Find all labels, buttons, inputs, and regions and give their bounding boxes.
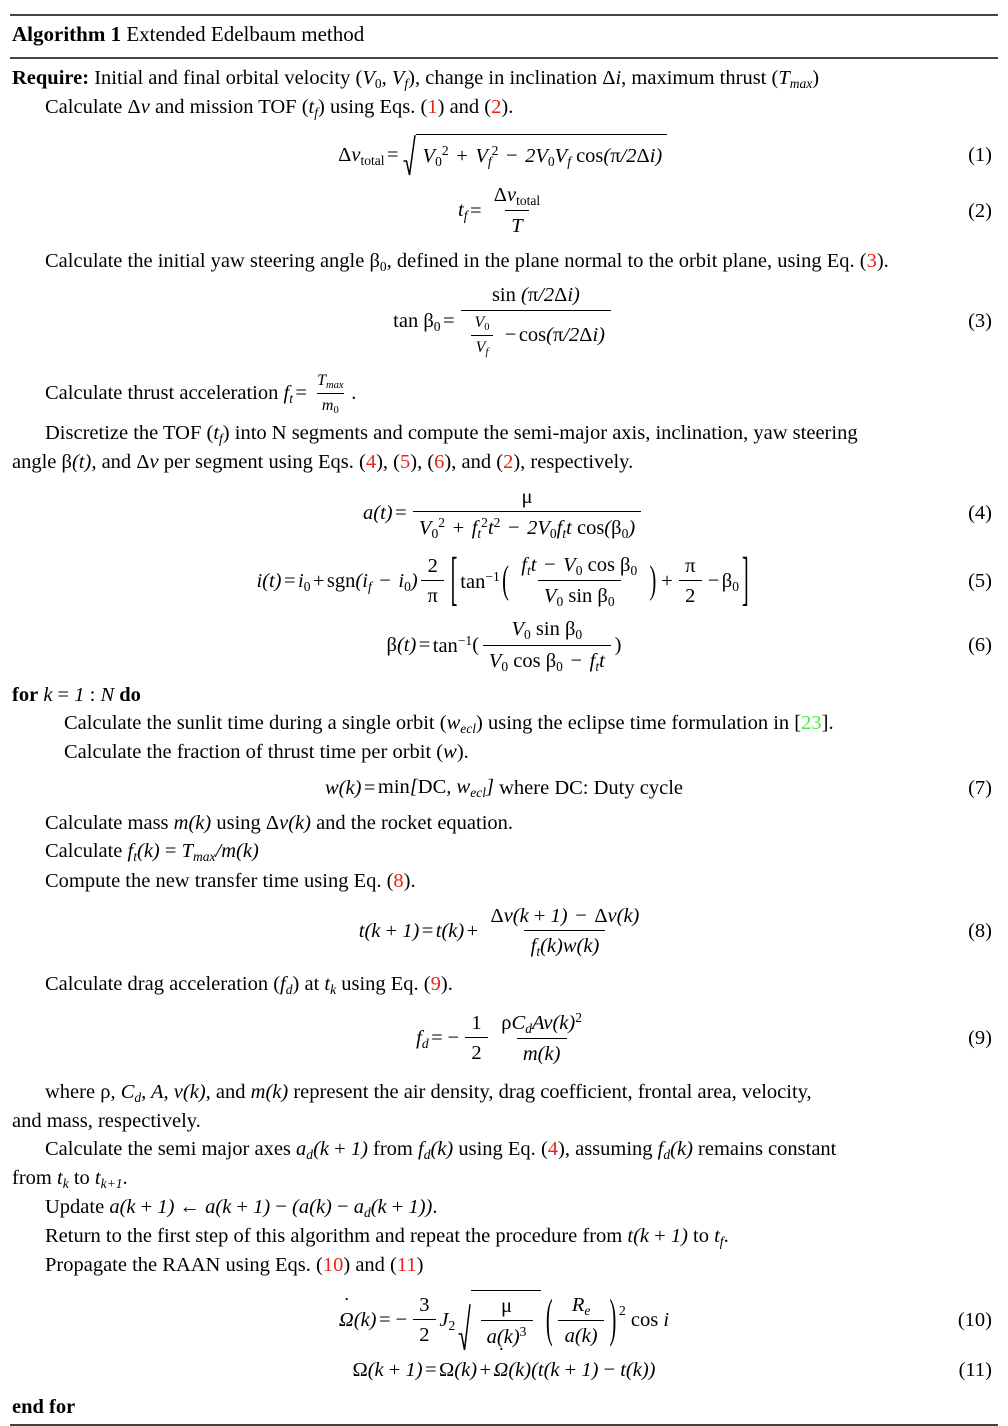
semimajor-text-d: , assuming — [564, 1137, 653, 1160]
yaw-text-b: , defined in the plane normal to the orbit plane, using Eq. — [386, 250, 855, 273]
discretize-text-f: respectively. — [530, 450, 634, 473]
equation-number-11: (11) — [958, 1359, 992, 1382]
step-discretize-cont: angle β(t), and Δv per segment using Eqs. (4), (5), (6), and (2), respectively. — [12, 450, 634, 473]
fraction-text-a: Calculate the fraction of thrust time per orbit ( — [64, 740, 444, 763]
discretize-text-c: angle — [12, 450, 57, 473]
where-text-a: where — [45, 1080, 96, 1103]
duty-cycle-label: Duty cycle — [593, 776, 683, 799]
equation-number-8: (8) — [968, 920, 992, 943]
step-update: Update a(k + 1) ← $a(k + 1) - (a(k) - a_d(k + 1))$. — [45, 1196, 438, 1220]
step-calc-semimajor-cont: from $t_k$ to $t_{k+1}$. — [12, 1167, 128, 1191]
mass-text-a: Calculate mass — [45, 812, 169, 835]
eq-ref-11[interactable]: 11 — [396, 1254, 417, 1277]
discretize-text-b: ) into N segments and compute the semi-major axis, inclination, yaw steering — [222, 421, 858, 444]
eq-ref-9[interactable]: 9 — [430, 973, 441, 996]
eq-ref-5[interactable]: 5 — [400, 450, 411, 473]
semimajor-text-g: to — [73, 1167, 90, 1190]
compute-text-a: Compute the new transfer time using Eq. — [45, 869, 382, 892]
thrust-accel-text: Calculate thrust acceleration — [45, 381, 279, 404]
equation-number-10: (10) — [957, 1309, 992, 1332]
require-keyword: Require: — [12, 66, 90, 89]
end-for-line — [10, 1393, 998, 1421]
equation-number-9: (9) — [968, 1027, 992, 1050]
semimajor-text-b: from — [373, 1137, 413, 1160]
step-return: Return to the first step of this algorithm and repeat the procedure from t(k + 1) to $t_f$. — [45, 1225, 729, 1249]
citation-23[interactable]: 23 — [801, 711, 822, 734]
step-calc-ft: Calculate $f_t(k) = T_{max}/m(k)$ — [45, 840, 259, 865]
step-calc-thrust-accel: Calculate thrust acceleration $f_t$ = $\frac{T_{max}}{m_0}$ . — [45, 371, 357, 417]
eq-ref-10[interactable]: 10 — [322, 1254, 344, 1277]
equation-4: a(t) = $\frac{\mu}{V_0^2 + f_t^2t^2 - 2V_0f_tt \cos(\beta_0)}$ (4) — [363, 485, 992, 541]
where-text-d: and mass, respectively. — [12, 1109, 201, 1132]
step-where-params: where ρ, $C_d$, A, v(k), and m(k) represent the air density, drag coefficient, frontal area, velocity, — [45, 1080, 812, 1105]
calculate-word: Calculate — [45, 95, 123, 118]
semimajor-text-e: remains constant — [698, 1137, 837, 1160]
yaw-text-a: Calculate the initial yaw steering angle — [45, 250, 365, 273]
equation-number-3: (3) — [968, 309, 992, 332]
and-word-2: and — [461, 450, 492, 473]
eq-ref-8[interactable]: 8 — [393, 869, 404, 892]
where-text-c: represent the air density, drag coefficient, frontal area, velocity, — [293, 1080, 812, 1103]
step-propagate-raan: Propagate the RAAN using Eqs. (10) and (11) — [45, 1254, 424, 1277]
eq-ref-6[interactable]: 6 — [434, 450, 445, 473]
where-text-b: and — [215, 1080, 246, 1103]
equation-1: $\Delta v_{total}$ = $V_0^2 + V_f^2 - 2V_0V_f$ cos(π/2Δi) (1) — [10, 134, 998, 176]
require-text-c: , maximum thrust ( — [621, 66, 779, 89]
equation-6: β(t) = $\tan^{-1}$ ( $\frac{V_0 \sin \beta_0}{V_0 \cos \beta_0 - f_tt}$ ) (6) — [386, 618, 992, 674]
and-word-3: and — [355, 1254, 385, 1277]
propagate-text-a: Propagate the RAAN using Eqs. — [45, 1254, 311, 1277]
calculate-word-2: Calculate — [45, 840, 123, 863]
step-where-params-cont — [10, 1107, 998, 1135]
semimajor-text-a: Calculate the semi major axes — [45, 1137, 291, 1160]
equation-9: $f_d$ = − $\frac{1}{2}$ $\frac{\rho C_dAv(k)^2}{m(k)}$ (9) — [10, 1009, 998, 1067]
mass-text-c: and the rocket equation. — [316, 812, 514, 835]
discretize-text-d: , and — [91, 450, 132, 473]
equation-5: i(t) = $i_0$ + $sgn(i_f - i_0)$ $\frac{2}{\pi}$ [ $\tan^{-1}$ ( $\frac{f_tt - V_0 \cos \beta_0}{V_0 \sin \beta_0}$ ) + $\frac{\pi}{2}$ − $\beta_0$ ] (5) — [256, 549, 992, 613]
sunlit-text-b: ) using the eclipse time formulation in [ — [476, 711, 802, 734]
step-calc-dv-tof: Calculate Δv and mission TOF $(t_f)$ using Eqs. (1) and (2). — [45, 95, 514, 120]
mass-text-b: using — [216, 812, 261, 835]
step-calc-drag: Calculate drag acceleration $(f_d)$ at $t_k$ using Eq. (9). — [45, 973, 453, 997]
and-mission-tof: and mission TOF ( — [154, 95, 309, 118]
where-word: where — [499, 776, 550, 799]
return-text-b: to — [693, 1225, 709, 1248]
equation-8: t(k + 1) = t(k) + $\frac{\Delta v(k + 1) - \Delta v(k)}{f_t(k)w(k)}$ (8) — [358, 904, 992, 959]
sunlit-text-a: Calculate the sunlit time during a single orbit ( — [64, 711, 447, 734]
algorithm-block — [0, 14, 1008, 1419]
eq-ref-2[interactable]: 2 — [491, 95, 502, 118]
algorithm-label: Algorithm 1 — [12, 22, 122, 46]
equation-number-6: (6) — [968, 634, 992, 657]
fraction-text-b: ). — [456, 740, 469, 763]
discretize-text-e: per segment using Eqs. — [163, 450, 354, 473]
step-sunlit-time: Calculate the sunlit time during a single orbit $(w_{ecl})$ using the eclipse time formulation in [23]. — [64, 711, 834, 736]
drag-text-b: ) at — [292, 973, 320, 996]
equation-3: $\tan \beta_0$ = sin (π/2Δi) $\frac{V_0}{V_f}$ − cos(π/2Δi) (3) — [393, 284, 992, 359]
drag-text-c: using Eq. — [341, 973, 419, 996]
equation-number-2: (2) — [968, 199, 992, 222]
sunlit-text-c: ]. — [821, 711, 834, 734]
and-word-1: and — [449, 95, 480, 118]
step-calc-mass: Calculate mass m(k) using Δv(k) and the rocket equation. — [45, 812, 514, 835]
equation-number-1: (1) — [968, 143, 992, 166]
eq-ref-3[interactable]: 3 — [866, 250, 877, 273]
eq-ref-4[interactable]: 4 — [365, 450, 377, 473]
bottom-rule — [10, 1424, 998, 1426]
do-keyword: do — [119, 683, 141, 706]
equation-number-7: (7) — [968, 776, 992, 799]
drag-text-a: Calculate drag acceleration ( — [45, 973, 281, 996]
return-text-a: Return to the first step of this algorithm and repeat the procedure from — [45, 1225, 623, 1248]
equation-10: Ω ˙(k) = − $\frac{3}{2}$ $J_2$ $\frac{\mu}{a(k)^3}$ ( $\frac{R_e}{a(k)}$ ) 2 cos i (10) — [10, 1290, 998, 1352]
discretize-text-a: Discretize the TOF ( — [45, 421, 214, 444]
equation-11: Ω(k + 1) = Ω(k) + Ω ˙(k)(t(k + 1) − t(k)) (11) — [10, 1357, 998, 1383]
require-text-d: ) — [812, 66, 820, 89]
require-text-a: Initial and final orbital velocity ( — [94, 66, 363, 89]
semimajor-text-c: using Eq. — [458, 1137, 536, 1160]
equation-number-4: (4) — [968, 501, 992, 524]
for-keyword: for — [12, 683, 39, 706]
semimajor-text-f: from — [12, 1167, 52, 1190]
step-discretize: Discretize the TOF $(t_f)$ into N segments and compute the semi-major axis, inclination, yaw steering — [45, 421, 858, 446]
for-loop-header: for k = 1 : N do — [12, 683, 141, 706]
require-line: Require: Initial and final orbital velocity ($V_0$, $V_f$), change in inclination Δi, maximum thrust $(T_{max})$ — [12, 66, 820, 91]
eq-ref-2b[interactable]: 2 — [503, 450, 514, 473]
step-calc-yaw: Calculate the initial yaw steering angle $\beta_0$, defined in the plane normal to the orbit plane, using Eq. (3). — [45, 250, 889, 275]
algorithm-title: Extended Edelbaum method — [126, 22, 365, 46]
equation-2: $t_f$ = $\frac{\Delta v_{total}}{T}$ (2) — [10, 182, 998, 239]
algorithm-title-line — [10, 16, 998, 54]
eq-ref-1[interactable]: 1 — [427, 95, 438, 118]
equation-7: w(k) = min[DC, $w_{ecl}$] where DC : Duty cycle (7) — [325, 776, 992, 800]
eq-ref-4b[interactable]: 4 — [547, 1137, 559, 1160]
equation-number-5: (5) — [968, 570, 992, 593]
using-eqs: using Eqs. — [329, 95, 416, 118]
step-fraction-thrust: Calculate the fraction of thrust time per orbit (w). — [64, 740, 469, 763]
require-text-b: ), change in inclination — [408, 66, 598, 89]
end-for-keyword: end for — [12, 1396, 76, 1419]
step-calc-semimajor: Calculate the semi major axes $a_d(k + 1)$ from $f_d(k)$ using Eq. (4), assuming $f_d(k)$ remains constant — [45, 1137, 837, 1162]
update-text-a: Update — [45, 1196, 105, 1219]
step-compute-transfer: Compute the new transfer time using Eq. (8). — [45, 869, 416, 892]
